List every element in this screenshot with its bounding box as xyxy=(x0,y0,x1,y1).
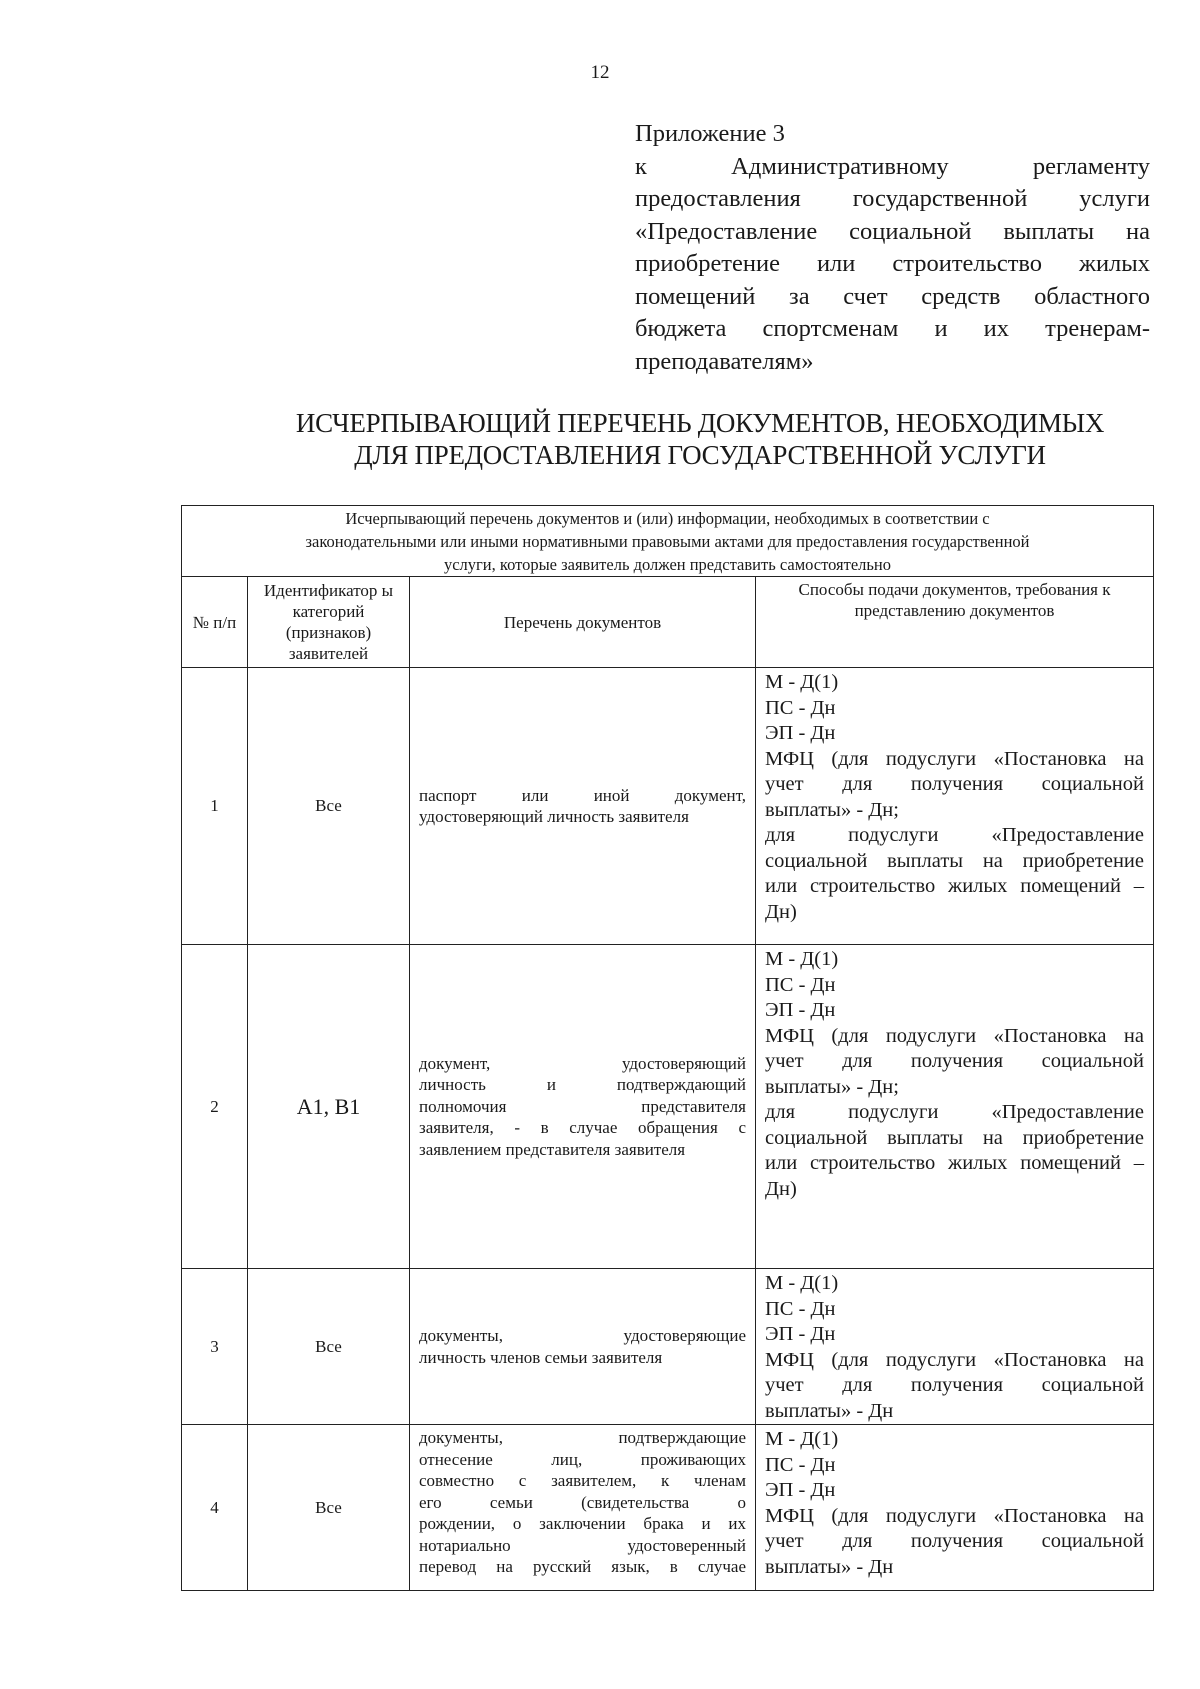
caption-line: Исчерпывающий перечень документов и (или) информации, необходимых в соответствии с xyxy=(345,508,990,528)
caption-line: законодательными или иными нормативными правовыми актами для предоставления государственной xyxy=(305,531,1030,551)
table-header-row xyxy=(182,577,1154,668)
method-line: для подуслуги «Предоставление xyxy=(765,1101,1144,1123)
method-line: Дн) xyxy=(765,1177,797,1200)
row-documents xyxy=(410,1269,756,1425)
method-line: ЭП - Дн xyxy=(765,1323,836,1345)
appendix-block xyxy=(635,118,1150,378)
method-line: МФЦ (для подуслуги «Постановка на xyxy=(765,1504,1144,1527)
appendix-line: Приложение 3 xyxy=(635,120,785,147)
method-line: учет для получения социальной xyxy=(765,1374,1144,1396)
row-documents xyxy=(410,668,756,945)
row-methods xyxy=(756,668,1154,945)
appendix-line: предоставления государственной услуги xyxy=(635,185,1150,212)
document-line: удостоверяющий личность заявителя xyxy=(419,807,689,826)
table-row xyxy=(182,668,1154,945)
caption-line: услуги, которые заявитель должен представить самостоятельно xyxy=(443,554,892,574)
document-line: личность членов семьи заявителя xyxy=(419,1347,663,1367)
method-line: учет для получения социальной xyxy=(765,773,1144,795)
document-line: личность и подтверждающий xyxy=(419,1075,746,1095)
document-line: документы, подтверждающие xyxy=(419,1428,746,1447)
method-line: выплаты» - Дн; xyxy=(765,1075,899,1098)
appendix-line: приобретение или строительство жилых xyxy=(635,250,1150,277)
row-category: Все xyxy=(248,1425,410,1591)
table-caption-row xyxy=(182,506,1154,577)
method-line: М - Д(1) xyxy=(765,1272,839,1294)
document-line: его семьи (свидетельства о xyxy=(419,1492,746,1512)
header-documents: Перечень документов xyxy=(410,577,756,668)
document-line: перевод на русский язык, в случае xyxy=(419,1557,746,1576)
row-methods xyxy=(756,1269,1154,1425)
appendix-line: «Предоставление социальной выплаты на xyxy=(635,217,1150,245)
row-category: Все xyxy=(248,1269,410,1425)
method-line: или строительство жилых помещений – xyxy=(765,1152,1144,1174)
document-line: заявителя, - в случае обращения с xyxy=(419,1118,746,1138)
row-methods xyxy=(756,945,1154,1269)
method-line: ЭП - Дн xyxy=(765,1479,836,1501)
method-line: МФЦ (для подуслуги «Постановка на xyxy=(765,1024,1144,1047)
method-line: учет для получения социальной xyxy=(765,1050,1144,1072)
method-line: учет для получения социальной xyxy=(765,1530,1144,1552)
table-caption xyxy=(182,506,1154,577)
document-title-line: ИСЧЕРПЫВАЮЩИЙ ПЕРЕЧЕНЬ ДОКУМЕНТОВ, НЕОБХОДИМЫХ xyxy=(295,408,1105,438)
table-row xyxy=(182,1269,1154,1425)
document-line: нотариально удостоверенный xyxy=(419,1535,746,1555)
method-line: ПС - Дн xyxy=(765,696,836,719)
appendix-line: к Административному регламенту xyxy=(635,152,1150,180)
row-documents xyxy=(410,1425,756,1591)
table-row xyxy=(182,1425,1154,1591)
header-num: № п/п xyxy=(182,577,248,668)
method-line: выплаты» - Дн xyxy=(765,1555,894,1578)
document-line: рождении, о заключении брака и их xyxy=(419,1514,746,1533)
method-line: М - Д(1) xyxy=(765,671,839,693)
method-line: МФЦ (для подуслуги «Постановка на xyxy=(765,747,1144,770)
row-category: Все xyxy=(248,668,410,945)
appendix-line: помещений за счет средств областного xyxy=(635,282,1150,310)
header-category: Идентификатор ы категорий (признаков) заявителей xyxy=(248,577,410,668)
row-documents xyxy=(410,945,756,1269)
method-line: М - Д(1) xyxy=(765,1428,839,1450)
method-line: социальной выплаты на приобретение xyxy=(765,1126,1144,1149)
appendix-line: преподавателям» xyxy=(635,347,814,375)
method-line: М - Д(1) xyxy=(765,948,839,970)
method-line: ЭП - Дн xyxy=(765,999,836,1021)
row-number: 3 xyxy=(182,1269,248,1425)
method-line: ЭП - Дн xyxy=(765,722,836,744)
document-line: полномочия представителя xyxy=(419,1096,746,1116)
header-methods: Способы подачи документов, требования к представлению документов xyxy=(756,577,1154,668)
method-line: МФЦ (для подуслуги «Постановка на xyxy=(765,1348,1144,1371)
method-line: Дн) xyxy=(765,900,797,923)
method-line: для подуслуги «Предоставление xyxy=(765,824,1144,846)
table-row xyxy=(182,945,1154,1269)
row-methods xyxy=(756,1425,1154,1591)
document-line: отнесение лиц, проживающих xyxy=(419,1449,746,1469)
document-title-line: ДЛЯ ПРЕДОСТАВЛЕНИЯ ГОСУДАРСТВЕННОЙ УСЛУГИ xyxy=(354,440,1046,470)
document-line: заявлением представителя заявителя xyxy=(419,1139,686,1159)
appendix-line: бюджета спортсменам и их тренерам- xyxy=(635,315,1150,342)
method-line: или строительство жилых помещений – xyxy=(765,875,1144,897)
document-title xyxy=(200,407,1200,471)
row-number: 2 xyxy=(182,945,248,1269)
method-line: ПС - Дн xyxy=(765,1453,836,1476)
document-line: паспорт или иной документ, xyxy=(419,785,746,805)
page-number: 12 xyxy=(590,62,610,83)
documents-table xyxy=(181,505,1154,1591)
method-line: выплаты» - Дн; xyxy=(765,798,899,821)
row-number: 1 xyxy=(182,668,248,945)
method-line: ПС - Дн xyxy=(765,973,836,996)
method-line: ПС - Дн xyxy=(765,1297,836,1320)
method-line: выплаты» - Дн xyxy=(765,1399,894,1422)
row-category: А1, В1 xyxy=(248,945,410,1269)
document-line: совместно с заявителем, к членам xyxy=(419,1471,746,1490)
row-number: 4 xyxy=(182,1425,248,1591)
document-line: документы, удостоверяющие xyxy=(419,1326,746,1345)
document-line: документ, удостоверяющий xyxy=(419,1053,746,1073)
method-line: социальной выплаты на приобретение xyxy=(765,849,1144,872)
